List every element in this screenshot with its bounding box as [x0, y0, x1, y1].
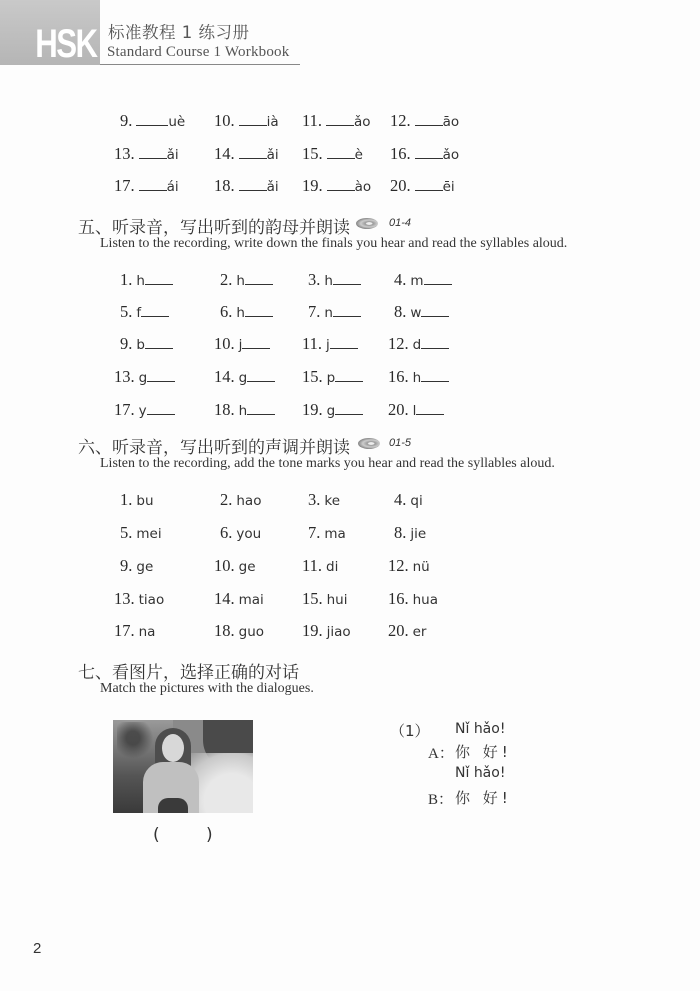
section-7-instructions: Match the pictures with the dialogues. [100, 681, 314, 696]
answer-paren-right: ) [206, 825, 213, 845]
initial: l [412, 403, 417, 419]
hsk-logo-block [0, 0, 100, 65]
tones-item: 17. na [114, 621, 156, 640]
exercise-item: 9. uè [120, 111, 186, 130]
answer-blank[interactable] [139, 189, 167, 191]
hsk-logo: HSK [34, 22, 96, 66]
finals-item: 9. b [120, 334, 173, 354]
finals-item: 17. y [114, 400, 175, 420]
finals-item: 20. l [388, 400, 444, 420]
cd-icon[interactable] [356, 218, 378, 229]
syllable[interactable]: ke [324, 493, 341, 509]
answer-blank[interactable] [136, 124, 168, 126]
answer-blank[interactable] [245, 283, 273, 285]
tones-item: 18. guo [214, 621, 265, 640]
answer-blank[interactable] [147, 413, 175, 415]
dialogue-hanzi: 你 好! [455, 789, 512, 807]
syllable[interactable]: mei [136, 526, 162, 542]
syllable[interactable]: ge [238, 559, 256, 575]
answer-blank[interactable] [245, 315, 273, 317]
finals-item: 18. h [214, 400, 275, 420]
initial: h [238, 403, 248, 419]
exercise-item: 20. ēi [390, 176, 455, 195]
answer-blank[interactable] [333, 283, 361, 285]
answer-blank[interactable] [421, 315, 449, 317]
answer-blank[interactable] [145, 283, 173, 285]
initial: f [136, 305, 142, 321]
initial: h [236, 305, 245, 321]
tones-item: 5. mei [120, 523, 162, 542]
exercise-item: 14. ǎi [214, 144, 279, 163]
answer-blank[interactable] [333, 315, 361, 317]
finals-item: 4. m [394, 270, 452, 290]
syllable[interactable]: guo [238, 624, 265, 640]
exercise-item: 15. è [302, 144, 363, 163]
finals-item: 16. h [388, 367, 449, 387]
book-title-english: Standard Course 1 Workbook [107, 44, 290, 60]
initial: h [324, 273, 333, 289]
exercise-item: 19. ào [302, 176, 372, 195]
answer-blank[interactable] [242, 347, 270, 349]
syllable[interactable]: you [236, 526, 262, 542]
finals-item: 19. g [302, 400, 363, 420]
answer-blank[interactable] [247, 380, 275, 382]
finals-item: 8. w [394, 302, 449, 322]
answer-blank[interactable] [145, 347, 173, 349]
tones-item: 1. bu [120, 490, 154, 509]
book-title-chinese: 标准教程 1 练习册 [108, 23, 250, 42]
answer-blank[interactable] [415, 189, 443, 191]
answer-blank[interactable] [239, 124, 267, 126]
section-5-instructions: Listen to the recording, write down the finals you hear and read the syllables aloud. [100, 236, 568, 251]
section-7-title: 七、看图片，选择正确的对话 [78, 663, 299, 683]
plant-decoration [117, 722, 157, 762]
initial: w [410, 305, 422, 321]
dialogue-picture [113, 720, 253, 813]
initial: j [326, 337, 330, 353]
finals-item: 13. g [114, 367, 175, 387]
tones-item: 9. ge [120, 556, 154, 575]
finals-item: 12. d [388, 334, 449, 354]
finals-item: 1. h [120, 270, 173, 290]
syllable[interactable]: hao [236, 493, 262, 509]
answer-blank[interactable] [416, 413, 444, 415]
initial: y [138, 403, 147, 419]
answer-blank[interactable] [415, 124, 443, 126]
initial: h [412, 370, 422, 386]
finals-item: 7. n [308, 302, 361, 322]
tones-item: 8. jie [394, 523, 427, 542]
finals-item: 11. j [302, 334, 358, 354]
page-number: 2 [33, 940, 42, 957]
tones-item: 19. jiao [302, 621, 351, 640]
answer-blank[interactable] [335, 380, 363, 382]
cd-icon[interactable] [358, 438, 380, 449]
exercise-item: 18. ǎi [214, 176, 279, 195]
finals-item: 5. f [120, 302, 169, 322]
syllable[interactable]: hua [412, 592, 439, 608]
answer-paren-left: ( [153, 825, 160, 845]
speaker-label: A： [428, 746, 454, 762]
initial: g [238, 370, 248, 386]
tones-item: 4. qi [394, 490, 423, 509]
answer-blank[interactable] [327, 157, 355, 159]
initial: p [326, 370, 336, 386]
dialogue-hanzi: 你 好! [455, 743, 512, 761]
tones-item: 13. tiao [114, 589, 165, 608]
initial: j [238, 337, 243, 353]
dialogue-pinyin: Nǐ hǎo! [455, 721, 506, 737]
dialogue-pinyin: Nǐ hǎo! [455, 765, 506, 781]
answer-blank[interactable] [335, 413, 363, 415]
answer-blank[interactable] [239, 189, 267, 191]
answer-slot[interactable] [165, 824, 203, 846]
tones-item: 20. er [388, 621, 427, 640]
initial: m [410, 273, 424, 289]
answer-blank[interactable] [326, 124, 354, 126]
initial: b [136, 337, 145, 353]
section-6-title: 六、听录音，写出听到的声调并朗读 [78, 438, 350, 458]
audio-track-number: 01-5 [389, 437, 412, 449]
answer-blank[interactable] [141, 315, 169, 317]
syllable[interactable]: hui [326, 592, 348, 608]
tones-item: 2. hao [220, 490, 262, 509]
exercise-item: 17. ái [114, 176, 179, 195]
answer-blank[interactable] [421, 380, 449, 382]
syllable[interactable]: er [412, 624, 427, 640]
finals-item: 2. h [220, 270, 273, 290]
finals-item: 6. h [220, 302, 273, 322]
tones-item: 11. di [302, 556, 339, 575]
syllable[interactable]: ma [324, 526, 346, 542]
initial: g [138, 370, 148, 386]
syllable[interactable]: nü [412, 559, 430, 575]
exercise-item: 13. ǎi [114, 144, 179, 163]
finals-item: 14. g [214, 367, 275, 387]
dialogue-number: （1） [390, 722, 430, 740]
syllable[interactable]: mai [238, 592, 264, 608]
answer-blank[interactable] [330, 347, 358, 349]
initial: d [412, 337, 422, 353]
answer-blank[interactable] [147, 380, 175, 382]
section-6-instructions: Listen to the recording, add the tone marks you hear and read the syllables aloud. [100, 456, 555, 471]
syllable[interactable]: tiao [138, 592, 165, 608]
tones-item: 12. nü [388, 556, 430, 575]
answer-blank[interactable] [139, 157, 167, 159]
answer-blank[interactable] [415, 157, 443, 159]
section-5-title: 五、听录音，写出听到的韵母并朗读 [78, 218, 350, 238]
syllable[interactable]: jie [410, 526, 427, 542]
answer-blank[interactable] [247, 413, 275, 415]
exercise-item: 12. āo [390, 111, 460, 130]
syllable[interactable]: na [138, 624, 156, 640]
answer-blank[interactable] [327, 189, 355, 191]
exercise-item: 11. ǎo [302, 111, 371, 130]
initial: g [326, 403, 336, 419]
tones-item: 16. hua [388, 589, 439, 608]
tones-item: 3. ke [308, 490, 341, 509]
answer-blank[interactable] [421, 347, 449, 349]
initial: h [136, 273, 145, 289]
syllable[interactable]: qi [410, 493, 423, 509]
tones-item: 14. mai [214, 589, 264, 608]
tones-item: 6. you [220, 523, 262, 542]
syllable[interactable]: di [326, 559, 339, 575]
initial: n [324, 305, 333, 321]
syllable[interactable]: ge [136, 559, 154, 575]
syllable[interactable]: bu [136, 493, 154, 509]
tones-item: 15. hui [302, 589, 348, 608]
audio-track-number: 01-4 [389, 217, 412, 229]
syllable[interactable]: jiao [326, 624, 351, 640]
finals-item: 10. j [214, 334, 270, 354]
tones-item: 7. ma [308, 523, 346, 542]
finals-item: 3. h [308, 270, 361, 290]
initial: h [236, 273, 245, 289]
exercise-item: 10. ià [214, 111, 279, 130]
exercise-item: 16. ǎo [390, 144, 460, 163]
header-divider [100, 64, 300, 65]
finals-item: 15. p [302, 367, 363, 387]
answer-blank[interactable] [239, 157, 267, 159]
answer-blank[interactable] [424, 283, 452, 285]
speaker-label: B： [428, 792, 454, 808]
tones-item: 10. ge [214, 556, 256, 575]
